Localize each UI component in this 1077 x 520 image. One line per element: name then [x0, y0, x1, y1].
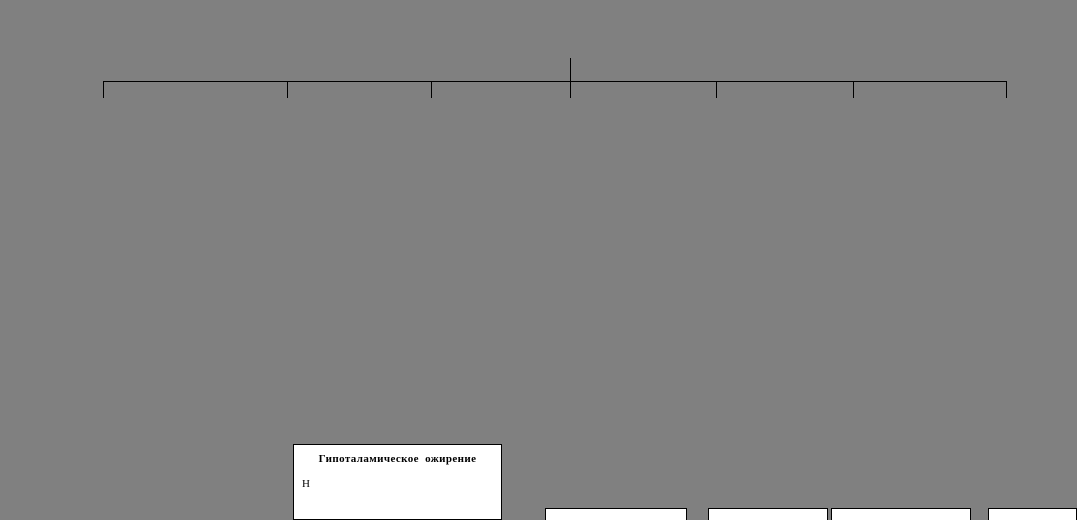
- node-title: [989, 509, 1076, 517]
- node-title: Гипоталамическое ожирение: [318, 453, 477, 465]
- node-partial-5[interactable]: [988, 508, 1077, 520]
- node-title: [832, 509, 970, 517]
- connector-drop-1: [103, 81, 104, 98]
- node-partial-4[interactable]: [831, 508, 971, 520]
- node-title: [546, 509, 686, 517]
- connector-drop-2: [287, 81, 288, 98]
- node-partial-3[interactable]: [708, 508, 828, 520]
- connector-drop-7: [1006, 81, 1007, 98]
- connector-drop-4: [570, 81, 571, 98]
- node-hypothalamic-obesity[interactable]: [293, 444, 502, 520]
- connector-drop-3: [431, 81, 432, 98]
- node-body: Н: [302, 478, 310, 491]
- connector-drop-5: [716, 81, 717, 98]
- connector-bus-horizontal: [103, 81, 1007, 82]
- node-partial-2[interactable]: [545, 508, 687, 520]
- node-title: [709, 509, 827, 517]
- connector-drop-6: [853, 81, 854, 98]
